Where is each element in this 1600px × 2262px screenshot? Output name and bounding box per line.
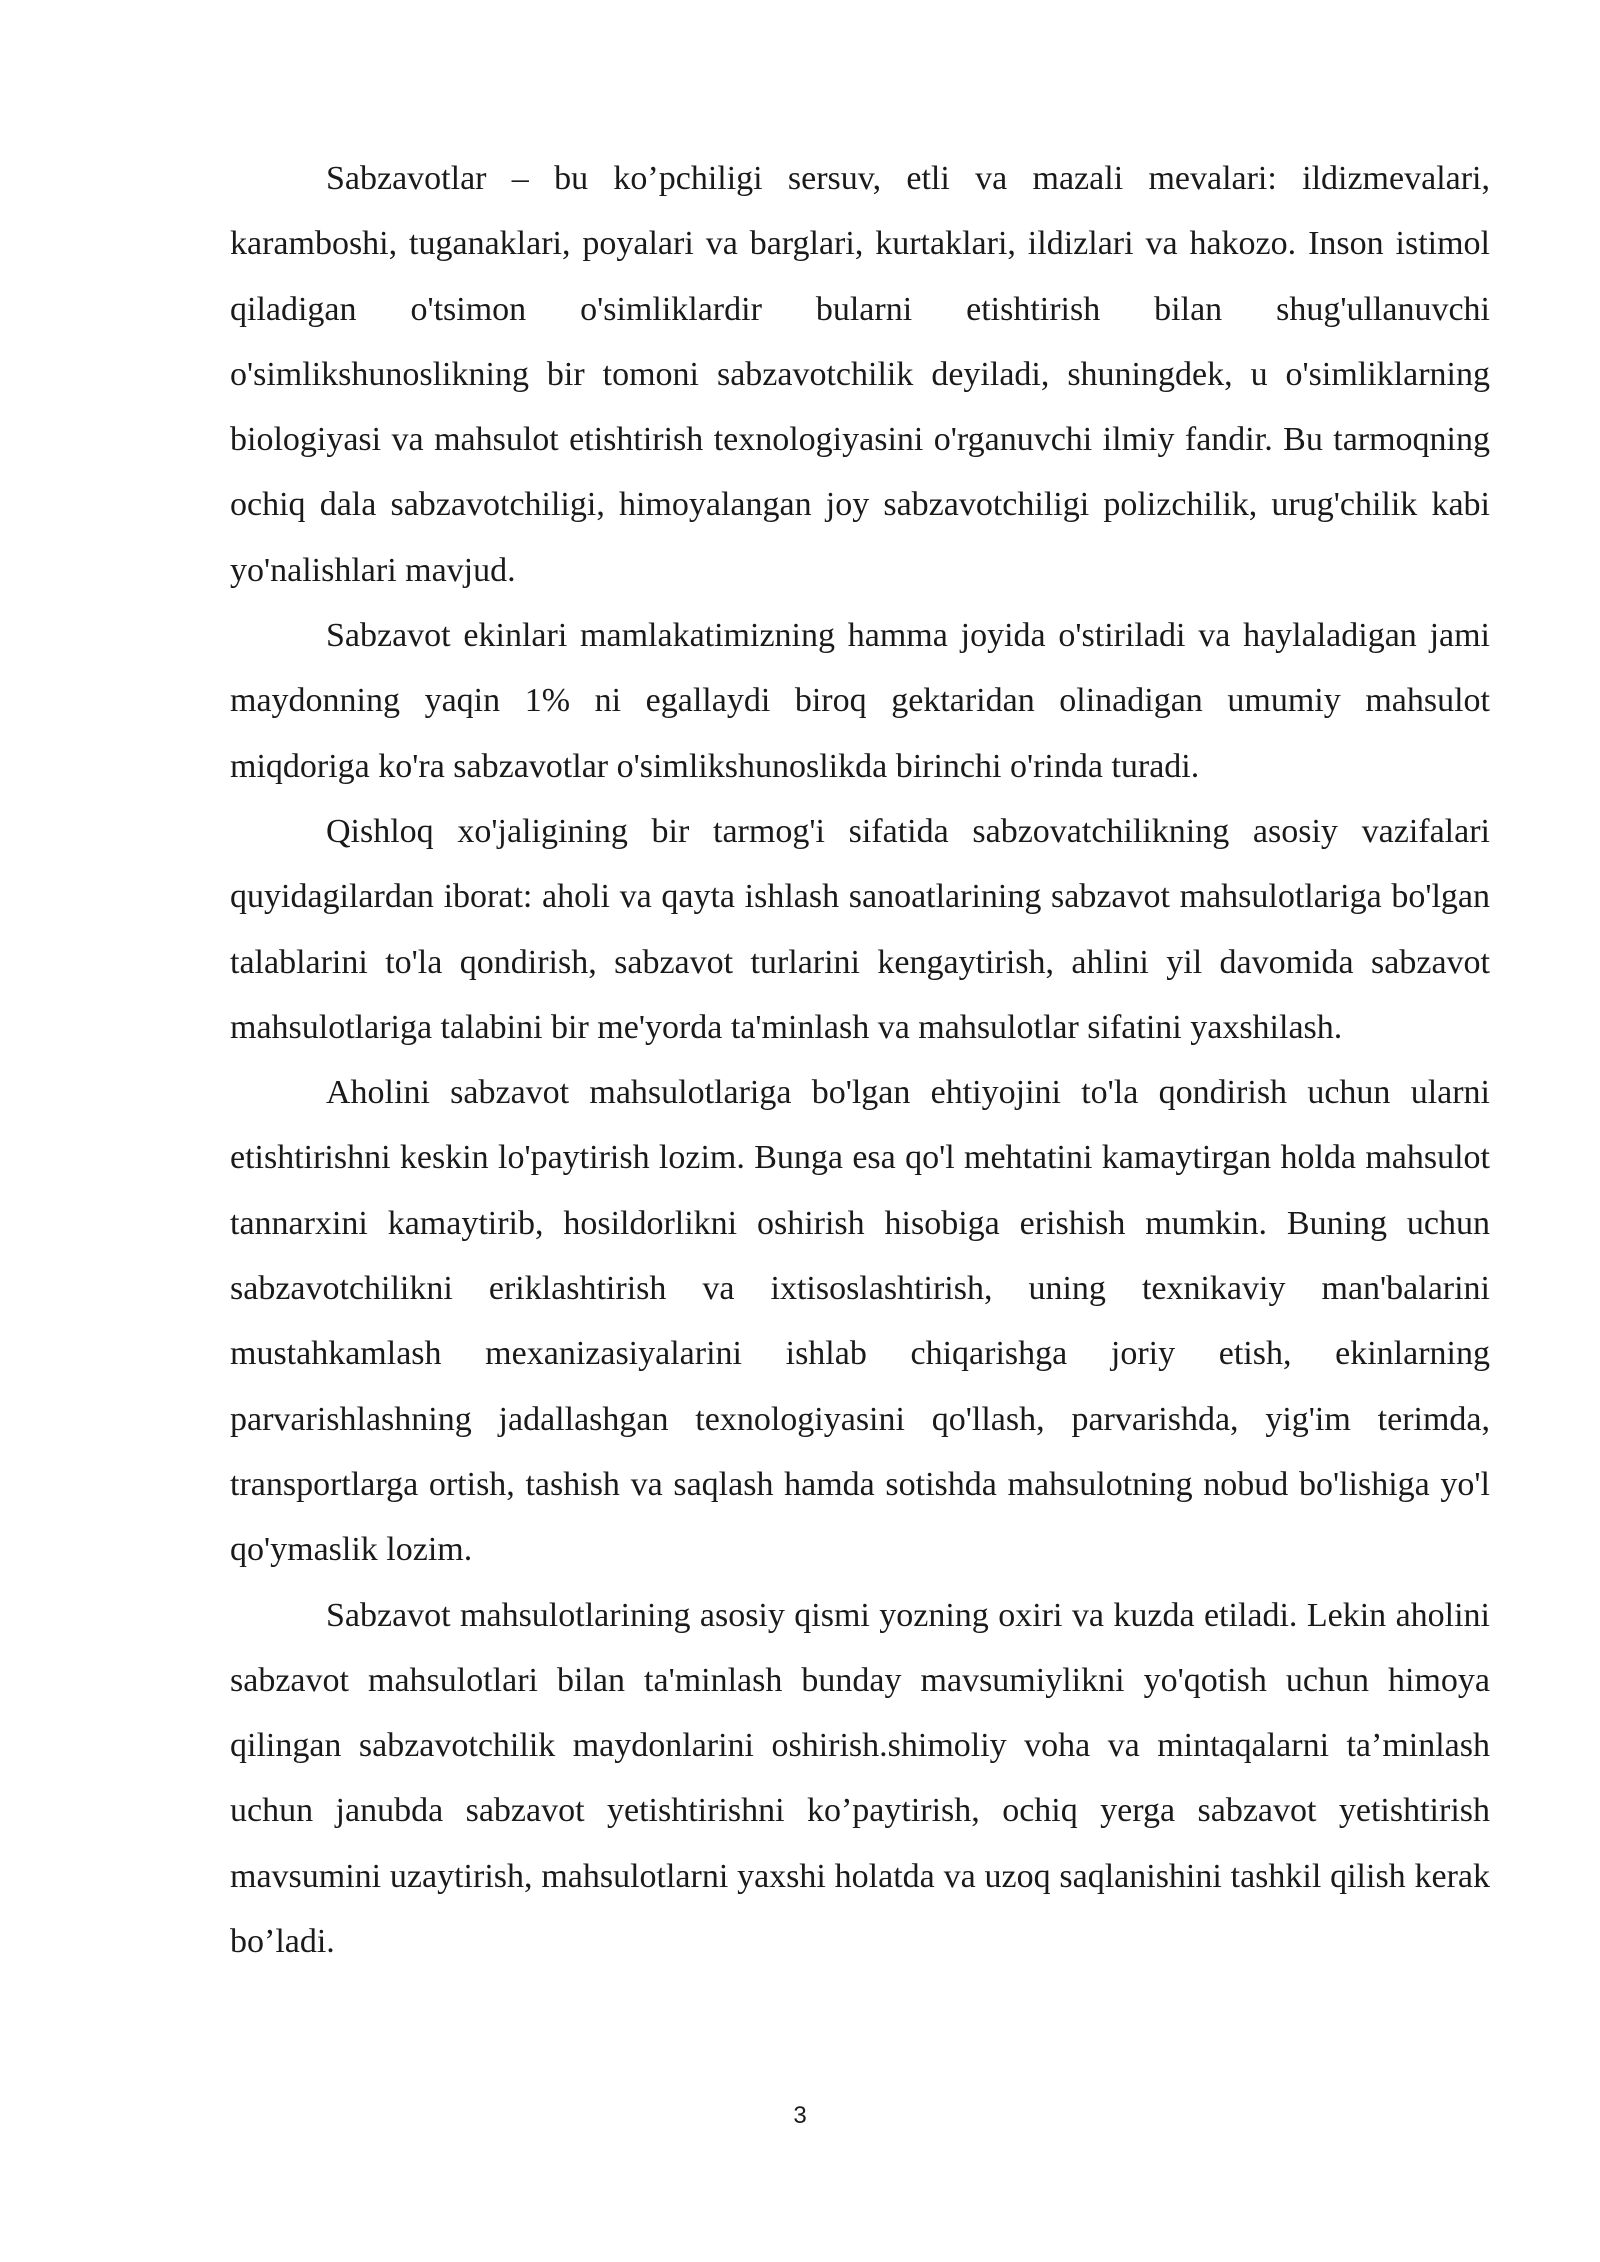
- page-number: 3: [793, 2102, 807, 2129]
- paragraph-1: Sabzavotlar – bu ko’pchiligi sersuv, etli va mazali mevalari: ildizmevalari, karamboshi, tuganaklari, poyalari va barglari, kurtaklari, ildizlari va hakozo. Inson istimol qiladigan o'tsimon o'simliklardir bularni etishtirish bilan shug'ullanuvchi o'simlikshunoslikning bir tomoni sabzavotchilik deyiladi, shuningdek, u o'simliklarning biologiyasi va mahsulot etishtirish texnologiyasini o'rganuvchi ilmiy fandir. Bu tarmoqning ochiq dala sabzavotchiligi, himoyalangan joy sabzavotchiligi polizchilik, urug'chilik kabi yo'nalishlari mavjud.: [230, 160, 1490, 589]
- paragraph-2: Sabzavot ekinlari mamlakatimizning hamma joyida o'stiriladi va haylaladigan jami maydonning yaqin 1% ni egallaydi biroq gektaridan olinadigan umumiy mahsulot miqdoriga ko'ra sabzavotlar o'simlikshunoslikda birinchi o'rinda turadi.: [230, 617, 1490, 785]
- paragraph-4: Aholini sabzavot mahsulotlariga bo'lgan ehtiyojini to'la qondirish uchun ularni etishtirishni keskin lo'paytirish lozim. Bunga esa qo'l mehtatini kamaytirgan holda mahsulot tannarxini kamaytirib, hosildorlikni oshirish hisobiga erishish mumkin. Buning uchun sabzavotchilikni eriklashtirish va ixtisoslashtirish, uning texnikaviy man'balarini mustahkamlash mexanizasiyalarini ishlab chiqarishga joriy etish, ekinlarning parvarishlashning jadallashgan texnologiyasini qo'llash, parvarishda, yig'im terimda, transportlarga ortish, tashish va saqlash hamda sotishda mahsulotning nobud bo'lishiga yo'l qo'ymaslik lozim.: [230, 1074, 1490, 1569]
- body-text: [230, 146, 1490, 1974]
- paragraph-5: Sabzavot mahsulotlarining asosiy qismi yozning oxiri va kuzda etiladi. Lekin aholini sabzavot mahsulotlari bilan ta'minlash bunday mavsumiylikni yo'qotish uchun himoya qilingan sabzavotchilik maydonlarini oshirish.shimoliy voha va mintaqalarni ta’minlash uchun janubda sabzavot yetishtirishni ko’paytirish, ochiq yerga sabzavot yetishtirish mavsumini uzaytirish, mahsulotlarni yaxshi holatda va uzoq saqlanishini tashkil qilish kerak bo’ladi.: [230, 1596, 1490, 1961]
- paragraph-3: Qishloq xo'jaligining bir tarmog'i sifatida sabzovatchilikning asosiy vazifalari quyidagilardan iborat: aholi va qayta ishlash sanoatlarining sabzavot mahsulotlariga bo'lgan talablarini to'la qondirish, sabzavot turlarini kengaytirish, ahlini yil davomida sabzavot mahsulotlariga talabini bir me'yorda ta'minlash va mahsulotlar sifatini yaxshilash.: [230, 812, 1490, 1046]
